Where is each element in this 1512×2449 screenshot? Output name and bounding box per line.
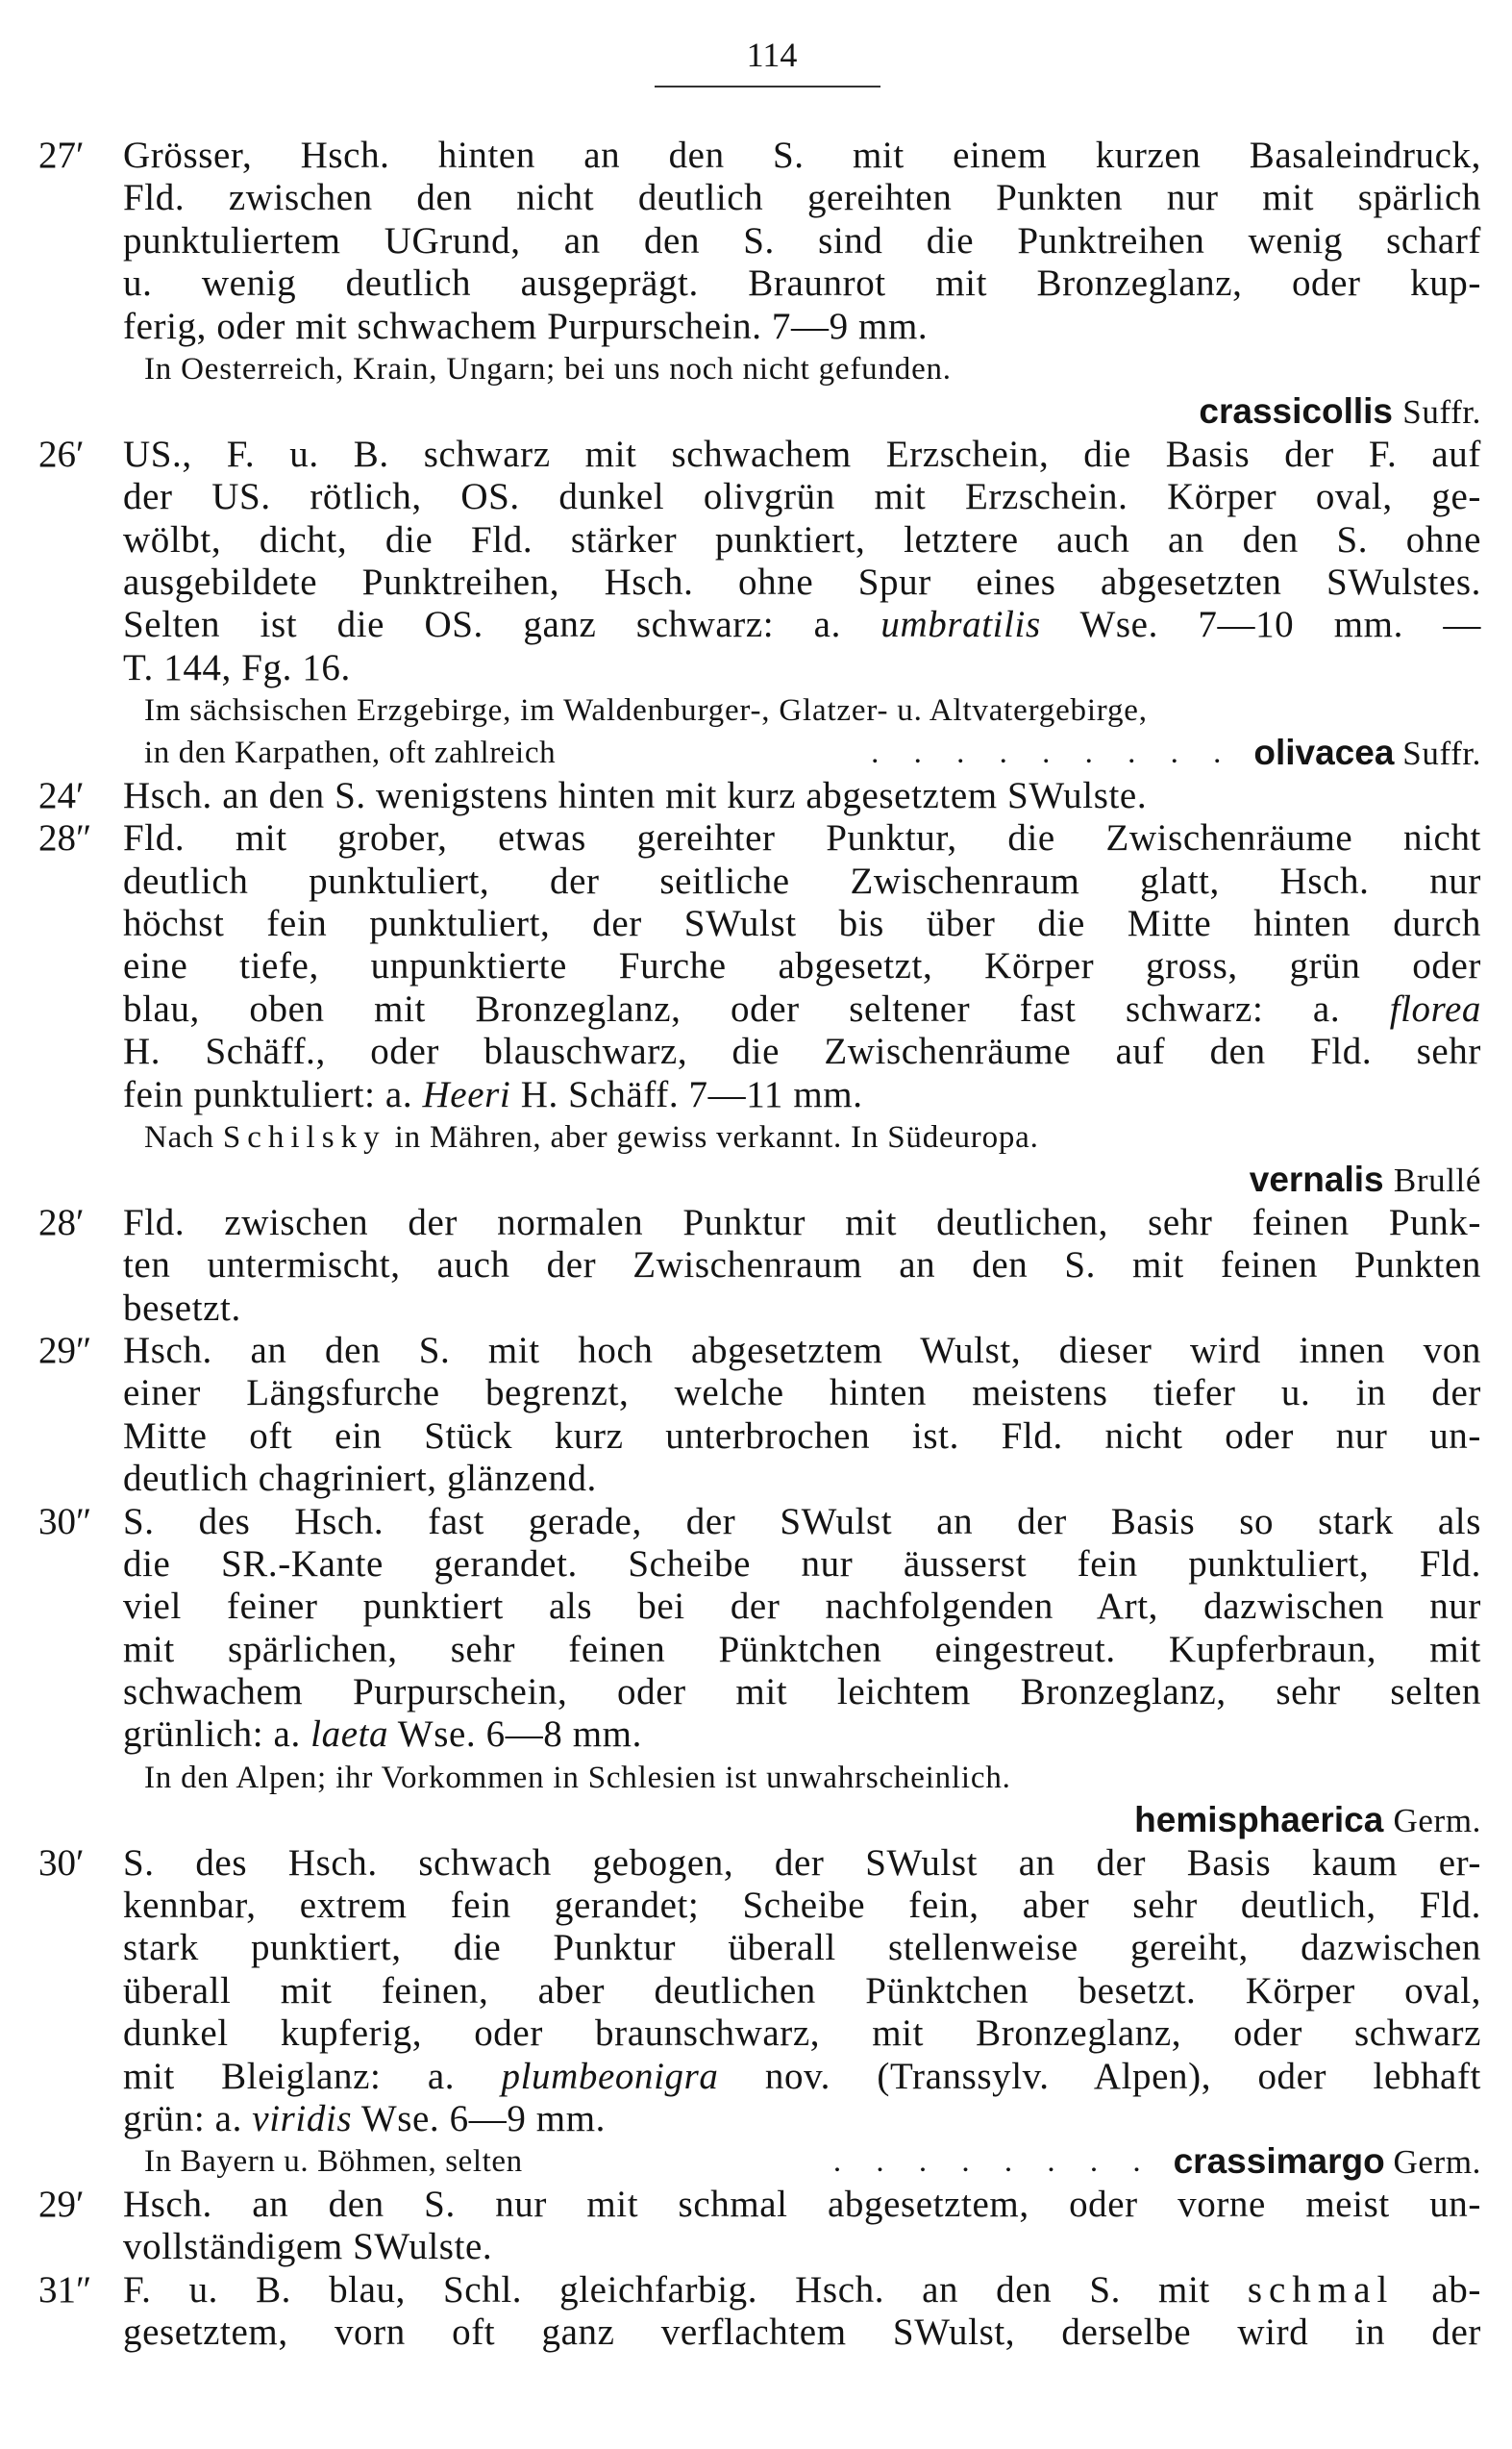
page-number: 114 xyxy=(746,36,798,74)
line-text xyxy=(123,434,1481,476)
italic-name: umbratilis xyxy=(880,604,1041,646)
text-segment: in Mähren, aber gewiss verkannt. In Südeuropa. xyxy=(385,1119,1039,1155)
italic-name: Heeri xyxy=(422,1073,511,1115)
line-text xyxy=(123,2056,1481,2098)
text-line xyxy=(0,434,1512,476)
line-text xyxy=(123,1287,1481,1330)
line-text xyxy=(123,1159,1481,1202)
line-text xyxy=(123,775,1481,817)
line-text xyxy=(123,817,1481,860)
line-text xyxy=(144,2140,1481,2185)
text-segment: Fld. zwischen der normalen Punktur mit deutlichen, sehr feinen Punk- xyxy=(123,1201,1481,1243)
text-segment: deutlich chagriniert, glänzend. xyxy=(123,1458,597,1500)
line-text xyxy=(123,647,1481,689)
text-line xyxy=(0,1159,1512,1201)
line-text xyxy=(144,732,1481,776)
text-line xyxy=(0,1586,1512,1628)
italic-name: florea xyxy=(1389,987,1481,1030)
text-segment: Nach xyxy=(144,1119,223,1155)
text-line xyxy=(0,519,1512,562)
text-segment: kennbar, extrem fein gerandet; Scheibe fein, aber sehr deutlich, Fld. xyxy=(123,1885,1481,1927)
text-line xyxy=(0,2098,1512,2140)
line-text xyxy=(123,1629,1481,1671)
line-text xyxy=(123,1372,1481,1414)
line-text xyxy=(123,1543,1481,1586)
text-segment: H. Schäff., oder blauschwarz, die Zwischenräume auf den Fld. sehr xyxy=(123,1031,1481,1073)
text-segment: Hsch. an den S. nur mit schmal abgesetztem, oder vorne meist un- xyxy=(123,2183,1481,2225)
text-segment: mit spärlichen, sehr feinen Pünktchen eingestreut. Kupferbraun, mit xyxy=(123,1628,1481,1670)
species-author: Suffr. xyxy=(1402,735,1481,773)
species-author: Germ. xyxy=(1393,1802,1481,1840)
text-line xyxy=(0,1116,1512,1159)
italic-name: plumbeonigra xyxy=(501,2055,719,2097)
locality-text: in den Karpathen, oft zahlreich xyxy=(144,736,557,771)
text-segment: die SR.-Kante gerandet. Scheibe nur äusserst fein punktuliert, Fld. xyxy=(123,1542,1481,1585)
text-segment: Fld. zwischen den nicht deutlich gereihten Punkten nur mit spärlich xyxy=(123,177,1481,219)
text-line xyxy=(0,817,1512,860)
text-segment: In den Alpen; ihr Vorkommen in Schlesien ist unwahrscheinlich. xyxy=(144,1760,1011,1795)
text-line xyxy=(0,1713,1512,1756)
line-text xyxy=(123,2098,1481,2140)
text-segment: überall mit feinen, aber deutlichen Pünktchen besetzt. Körper oval, xyxy=(123,1969,1481,2012)
text-segment: Hsch. an den S. wenigstens hinten mit kurz abgesetztem SWulste. xyxy=(123,774,1148,816)
italic-name: laeta xyxy=(310,1713,389,1756)
header-rule xyxy=(655,86,880,87)
text-segment: Wse. 6—8 mm. xyxy=(388,1713,642,1756)
text-line xyxy=(0,732,1512,774)
entry-number: 29″ xyxy=(38,1329,92,1371)
text-line xyxy=(0,2056,1512,2098)
species-name: crassicollis xyxy=(1199,391,1403,432)
text-line xyxy=(0,306,1512,348)
text-segment: Selten ist die OS. ganz schwarz: a. xyxy=(123,604,881,646)
page-body xyxy=(0,135,1512,2354)
species-name: hemisphaerica xyxy=(1134,1800,1394,1840)
text-segment: Schilsky xyxy=(222,1119,386,1155)
line-text xyxy=(123,1885,1481,1927)
text-segment: ab- xyxy=(1394,2268,1481,2311)
text-line xyxy=(0,1458,1512,1500)
entry-number: 30′ xyxy=(38,1841,85,1884)
line-text xyxy=(144,1116,1481,1159)
text-segment: US., F. u. B. schwarz mit schwachem Erzschein, die Basis der F. auf xyxy=(123,433,1481,475)
text-line xyxy=(0,604,1512,646)
line-text xyxy=(123,1927,1481,1969)
text-segment: schmal xyxy=(1247,2268,1395,2311)
line-text xyxy=(123,988,1481,1031)
line-text xyxy=(123,177,1481,219)
text-segment: Wse. 7—10 mm. — xyxy=(1040,604,1481,646)
entry-number: 27′ xyxy=(38,135,85,176)
text-line xyxy=(0,476,1512,518)
text-line xyxy=(0,390,1512,433)
line-text xyxy=(123,2184,1481,2226)
text-line xyxy=(0,1629,1512,1671)
species-name: vernalis xyxy=(1249,1160,1394,1200)
text-line xyxy=(0,2312,1512,2354)
text-line xyxy=(0,689,1512,732)
line-text xyxy=(123,2312,1481,2354)
text-line xyxy=(0,1799,1512,1841)
locality-text: In Bayern u. Böhmen, selten xyxy=(144,2144,523,2180)
text-segment: Fld. mit grober, etwas gereihter Punktur, die Zwischenräume nicht xyxy=(123,817,1481,860)
line-text xyxy=(123,1842,1481,1885)
text-line xyxy=(0,647,1512,689)
text-segment: dunkel kupferig, oder braunschwarz, mit Bronzeglanz, oder schwarz xyxy=(123,2012,1481,2055)
line-text xyxy=(123,1330,1481,1372)
text-line xyxy=(0,2140,1512,2183)
text-segment: Wse. 6—9 mm. xyxy=(352,2097,606,2139)
text-segment: viel feiner punktiert als bei der nachfolgenden Art, dazwischen nur xyxy=(123,1586,1481,1628)
line-text xyxy=(123,1501,1481,1543)
text-line xyxy=(0,775,1512,817)
text-segment: wölbt, dicht, die Fld. stärker punktiert, letztere auch an den S. ohne xyxy=(123,518,1481,561)
line-text xyxy=(123,2012,1481,2055)
line-text xyxy=(123,1970,1481,2012)
text-line xyxy=(0,2012,1512,2055)
text-line xyxy=(0,220,1512,262)
text-segment: S. des Hsch. fast gerade, der SWulst an der Basis so stark als xyxy=(123,1500,1481,1542)
line-text xyxy=(123,945,1481,987)
text-segment: S. des Hsch. schwach gebogen, der SWulst an der Basis kaum er- xyxy=(123,1841,1481,1884)
text-line xyxy=(0,177,1512,219)
line-text xyxy=(123,903,1481,945)
text-segment: der US. rötlich, OS. dunkel olivgrün mit Erzschein. Körper oval, ge- xyxy=(123,476,1481,518)
text-segment: fein punktuliert: a. xyxy=(123,1073,423,1115)
line-text xyxy=(123,1713,1481,1756)
text-segment: F. u. B. blau, Schl. gleichfarbig. Hsch. an den S. mit xyxy=(123,2268,1248,2311)
text-line xyxy=(0,1330,1512,1372)
line-text xyxy=(123,135,1481,177)
line-text xyxy=(123,2226,1481,2268)
text-line xyxy=(0,1287,1512,1330)
text-line xyxy=(0,262,1512,305)
text-line xyxy=(0,1970,1512,2012)
entry-number: 30″ xyxy=(38,1500,92,1542)
text-segment: einer Längsfurche begrenzt, welche hinten meistens tiefer u. in der xyxy=(123,1372,1481,1414)
text-segment: punktuliertem UGrund, an den S. sind die Punktreihen wenig scharf xyxy=(123,219,1481,262)
line-text xyxy=(123,562,1481,604)
leader-dots: . . . . . . . . xyxy=(832,2144,1154,2180)
text-line xyxy=(0,1415,1512,1458)
text-line xyxy=(0,1202,1512,1244)
text-line xyxy=(0,1372,1512,1414)
text-line xyxy=(0,1885,1512,1927)
species-author: Brullé xyxy=(1393,1162,1481,1200)
text-line xyxy=(0,2226,1512,2268)
species-author: Suffr. xyxy=(1402,393,1481,432)
text-line xyxy=(0,1031,1512,1073)
line-text xyxy=(123,1799,1481,1842)
text-line xyxy=(0,1244,1512,1287)
text-segment: H. Schäff. 7—11 mm. xyxy=(510,1073,863,1115)
species-name-text: olivacea xyxy=(1253,733,1395,773)
text-line xyxy=(0,1074,1512,1116)
entry-number: 28″ xyxy=(38,817,92,860)
text-segment: Mitte oft ein Stück kurz unterbrochen ist. Fld. nicht oder nur un- xyxy=(123,1414,1481,1457)
text-segment: u. wenig deutlich ausgeprägt. Braunrot mit Bronzeglanz, oder kup- xyxy=(123,262,1481,305)
text-line xyxy=(0,348,1512,390)
line-text xyxy=(123,1244,1481,1287)
species-name-text: crassimargo xyxy=(1173,2141,1385,2182)
text-line xyxy=(0,562,1512,604)
text-segment: nov. (Transsylv. Alpen), oder lebhaft xyxy=(718,2055,1481,2097)
text-segment: deutlich punktuliert, der seitliche Zwischenraum glatt, Hsch. nur xyxy=(123,860,1481,902)
text-line xyxy=(0,135,1512,177)
text-segment: grünlich: a. xyxy=(123,1713,311,1756)
entry-number: 29′ xyxy=(38,2183,85,2225)
species-name xyxy=(1253,732,1481,776)
text-segment: stark punktiert, die Punktur überall stellenweise gereiht, dazwischen xyxy=(123,1927,1481,1969)
text-line xyxy=(0,1671,1512,1713)
entry-number: 31″ xyxy=(38,2268,92,2311)
text-segment: Im sächsischen Erzgebirge, im Waldenburger-, Glatzer- u. Altvatergebirge, xyxy=(144,693,1148,729)
text-segment: gesetztem, vorn oft ganz verflachtem SWulst, derselbe wird in der xyxy=(123,2311,1481,2353)
line-text xyxy=(123,1671,1481,1713)
line-text xyxy=(144,689,1481,732)
text-segment: ten untermischt, auch der Zwischenraum an den S. mit feinen Punkten xyxy=(123,1244,1481,1287)
text-segment: schwachem Purpurschein, oder mit leichtem Bronzeglanz, sehr selten xyxy=(123,1671,1481,1713)
line-text xyxy=(123,604,1481,646)
line-text xyxy=(123,1458,1481,1500)
text-line xyxy=(0,945,1512,987)
leader-dots: . . . . . . . . . xyxy=(871,736,1235,771)
line-text xyxy=(144,1757,1481,1799)
text-segment: höchst fein punktuliert, der SWulst bis über die Mitte hinten durch xyxy=(123,903,1481,945)
line-text xyxy=(123,1202,1481,1244)
line-text xyxy=(123,2269,1481,2312)
species-author: Germ. xyxy=(1393,2143,1481,2182)
text-segment: Hsch. an den S. mit hoch abgesetztem Wulst, dieser wird innen von xyxy=(123,1329,1481,1371)
text-line xyxy=(0,903,1512,945)
line-text xyxy=(123,306,1481,348)
text-line xyxy=(0,2269,1512,2312)
text-segment: In Oesterreich, Krain, Ungarn; bei uns noch nicht gefunden. xyxy=(144,351,952,387)
text-segment: blau, oben mit Bronzeglanz, oder seltener fast schwarz: a. xyxy=(123,987,1390,1030)
entry-number: 26′ xyxy=(38,433,85,475)
species-name xyxy=(1174,2140,1481,2185)
text-segment: mit Bleiglanz: a. xyxy=(123,2055,502,2097)
line-text xyxy=(144,348,1481,390)
text-segment: besetzt. xyxy=(123,1287,241,1329)
text-line xyxy=(0,1543,1512,1586)
text-line xyxy=(0,861,1512,903)
text-segment: Grösser, Hsch. hinten an den S. mit einem kurzen Basaleindruck, xyxy=(123,135,1481,176)
italic-name: viridis xyxy=(252,2097,353,2139)
line-text xyxy=(123,1586,1481,1628)
line-text xyxy=(123,220,1481,262)
text-segment: ausgebildete Punktreihen, Hsch. ohne Spur eines abgesetzten SWulstes. xyxy=(123,561,1481,603)
text-line xyxy=(0,2184,1512,2226)
line-text xyxy=(123,262,1481,305)
text-line xyxy=(0,988,1512,1031)
text-segment: vollständigem SWulste. xyxy=(123,2226,493,2268)
text-line xyxy=(0,1927,1512,1969)
line-text xyxy=(123,1031,1481,1073)
text-line xyxy=(0,1842,1512,1885)
line-text xyxy=(123,861,1481,903)
text-line xyxy=(0,1757,1512,1799)
text-segment: ferig, oder mit schwachem Purpurschein. 7—9 mm. xyxy=(123,305,929,347)
text-segment: eine tiefe, unpunktierte Furche abgesetzt, Körper gross, grün oder xyxy=(123,945,1481,987)
text-line xyxy=(0,1501,1512,1543)
text-segment: grün: a. xyxy=(123,2097,253,2139)
entry-number: 28′ xyxy=(38,1201,85,1243)
line-text xyxy=(123,476,1481,518)
line-text xyxy=(123,390,1481,434)
entry-number: 24′ xyxy=(38,774,85,816)
line-text xyxy=(123,1074,1481,1116)
text-segment: T. 144, Fg. 16. xyxy=(123,646,351,688)
line-text xyxy=(123,519,1481,562)
line-text xyxy=(123,1415,1481,1458)
